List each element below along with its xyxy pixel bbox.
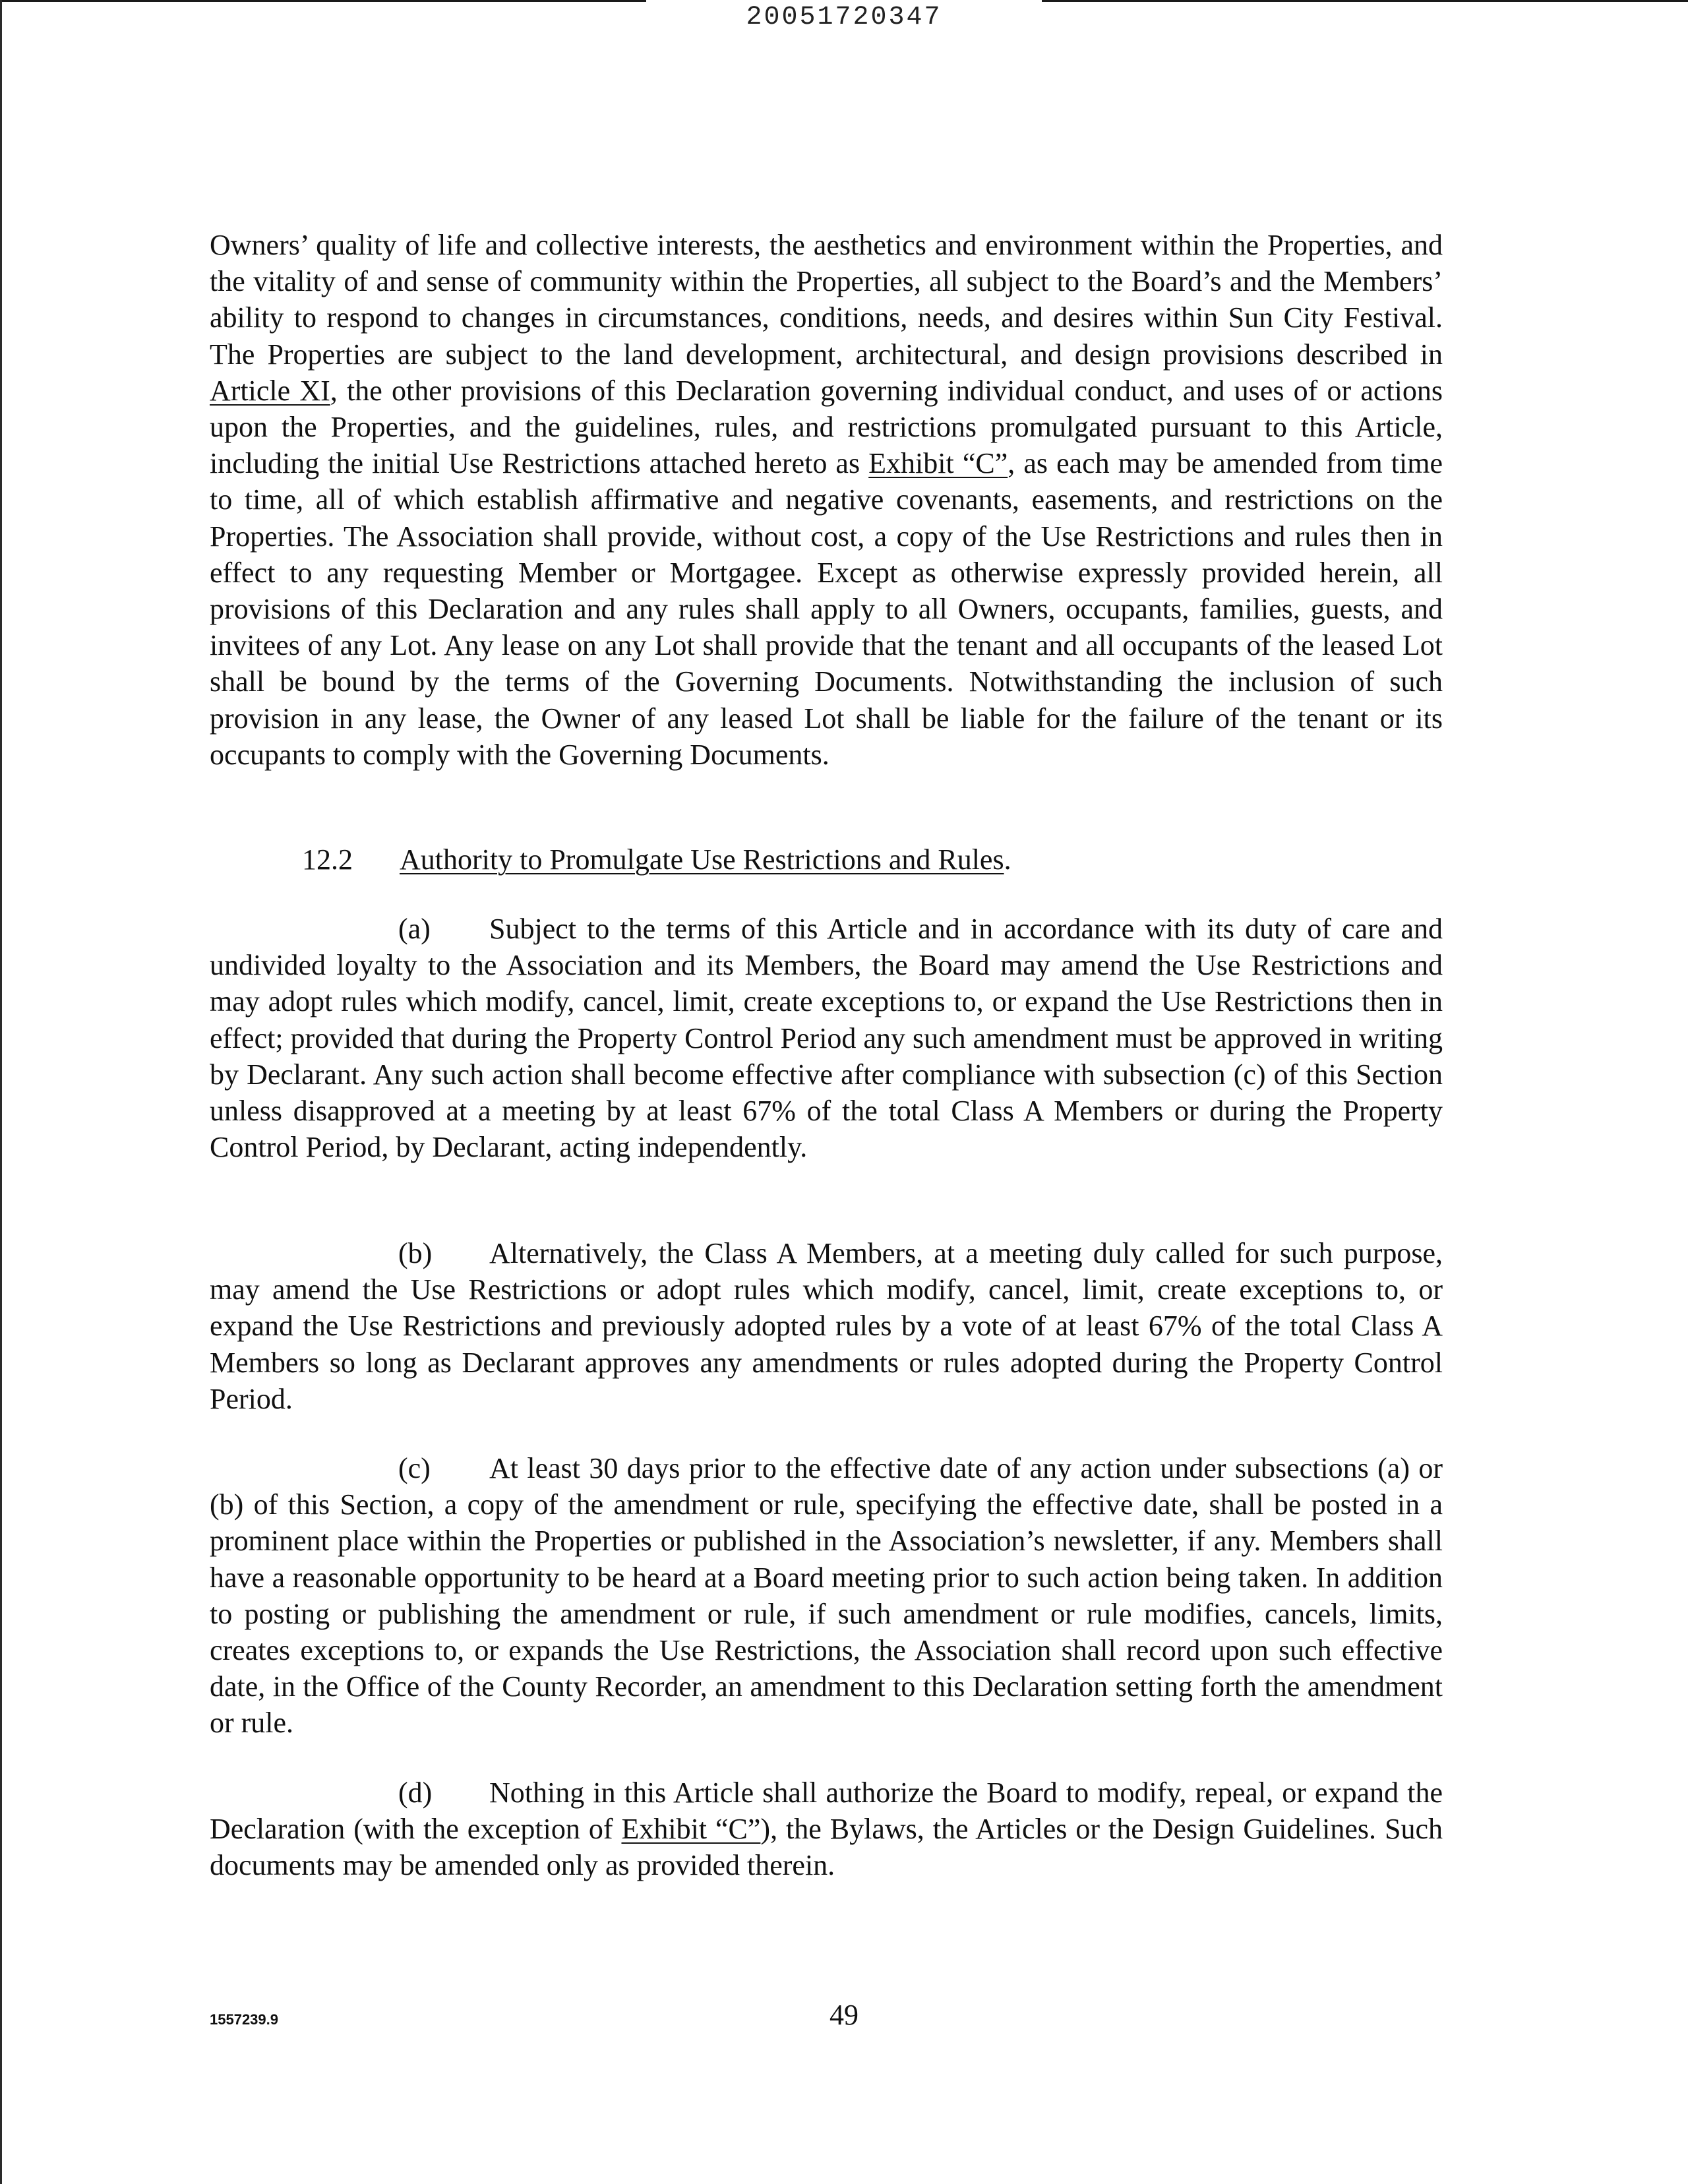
subsection-c: [210, 1450, 1443, 1742]
scan-border-left: [0, 0, 2, 2184]
subsection-d-text-before: Nothing in this Article shall authorize the Board to modify, repeal, or expand the Declaration (with the exception of: [210, 1776, 1443, 1846]
subsection-d-label: (d): [398, 1776, 433, 1809]
subsection-b-text: Alternatively, the Class A Members, at a meeting duly called for such purpose, may amend the Use Restrictions or adopt rules which modify, cancel, limit, create exceptions to, or expand the Use Restrictions and previously adopted rules by a vote of at least 67% of the total Class A Members so long as Declarant approves any amendments or rules adopted during the Property Control Period.: [210, 1237, 1443, 1415]
subsection-c-label: (c): [398, 1452, 431, 1484]
section-title-period: .: [1004, 843, 1011, 876]
page-number: 49: [829, 1999, 859, 2031]
article-xi-reference: Article XI: [210, 374, 330, 407]
subsection-a-text: Subject to the terms of this Article and in accordance with its duty of care and undivided loyalty to the Association and its Members, the Board may amend the Use Restrictions and may adopt rules which modify, cancel, limit, create exceptions to, or expand the Use Restrictions then in effect; provided that during the Property Control Period any such amendment must be approved in writing by Declarant. Any such action shall become effective after compliance with subsection (c) of this Section unless disapproved at a meeting by at least 67% of the total Class A Members or during the Property Control Period, by Declarant, acting independently.: [210, 913, 1443, 1164]
subsection-c-text: At least 30 days prior to the effective date of any action under subsections (a) or (b) of this Section, a copy of the amendment or rule, specifying the effective date, shall be posted in a prominent place within the Properties or published in the Association’s newsletter, if any. Members shall have a reasonable opportunity to be heard at a Board meeting prior to such action being taken. In addition to posting or publishing the amendment or rule, if such amendment or rule modifies, cancels, limits, creates exceptions to, or expands the Use Restrictions, the Association shall record upon such effective date, in the Office of the County Recorder, an amendment to this Declaration setting forth the amendment or rule.: [210, 1452, 1443, 1740]
section-number: 12.2: [302, 843, 353, 876]
intro-text-part2: , the other provisions of this Declaration governing individual conduct, and uses of or actions upon the Properties, and the guidelines, rules, and restrictions promulgated pursuant to this Article, including the initial Use Restrictions attached hereto as: [210, 374, 1443, 480]
subsection-d: [210, 1774, 1443, 1884]
subsection-b-label: (b): [398, 1237, 433, 1269]
intro-text-part3: , as each may be amended from time to time, all of which establish affirmative and negative covenants, easements, and restrictions on the Properties. The Association shall provide, without cost, a copy of the Use Restrictions and rules then in effect to any requesting Member or Mortgagee. Except as otherwise expressly provided herein, all provisions of this Declaration and any rules shall apply to all Owners, occupants, families, guests, and invitees of any Lot. Any lease on any Lot shall provide that the tenant and all occupants of the leased Lot shall be bound by the terms of the Governing Documents. Notwithstanding the inclusion of such provision in any lease, the Owner of any leased Lot shall be liable for the failure of the tenant or its occupants to comply with the Governing Documents.: [210, 447, 1443, 771]
intro-paragraph: [210, 227, 1443, 773]
intro-paragraph-text: [210, 227, 1443, 773]
subsection-a-label: (a): [398, 913, 431, 945]
subsection-b: [210, 1235, 1443, 1417]
recording-number: 20051720347: [746, 3, 942, 32]
subsection-d-text-after: ), the Bylaws, the Articles or the Design Guidelines. Such documents may be amended only as provided therein.: [210, 1813, 1443, 1882]
scan-border-top-right: [1042, 0, 1688, 2]
subsection-d-exhibit-reference: Exhibit “C”: [621, 1813, 761, 1846]
section-title: Authority to Promulgate Use Restrictions and Rules: [400, 843, 1004, 876]
section-heading: [302, 841, 1011, 878]
footer-document-code: 1557239.9: [210, 2011, 278, 2028]
exhibit-c-reference: Exhibit “C”: [868, 447, 1008, 480]
subsection-a: [210, 911, 1443, 1165]
intro-text-part1: Owners’ quality of life and collective interests, the aesthetics and environment within the Properties, and the vitality of and sense of community within the Properties, all subject to the Board’s and the Members’ ability to respond to changes in circumstances, conditions, needs, and desires within Sun City Festival. The Properties are subject to the land development, architectural, and design provisions described in: [210, 229, 1443, 371]
scan-border-top-left: [0, 0, 646, 2]
